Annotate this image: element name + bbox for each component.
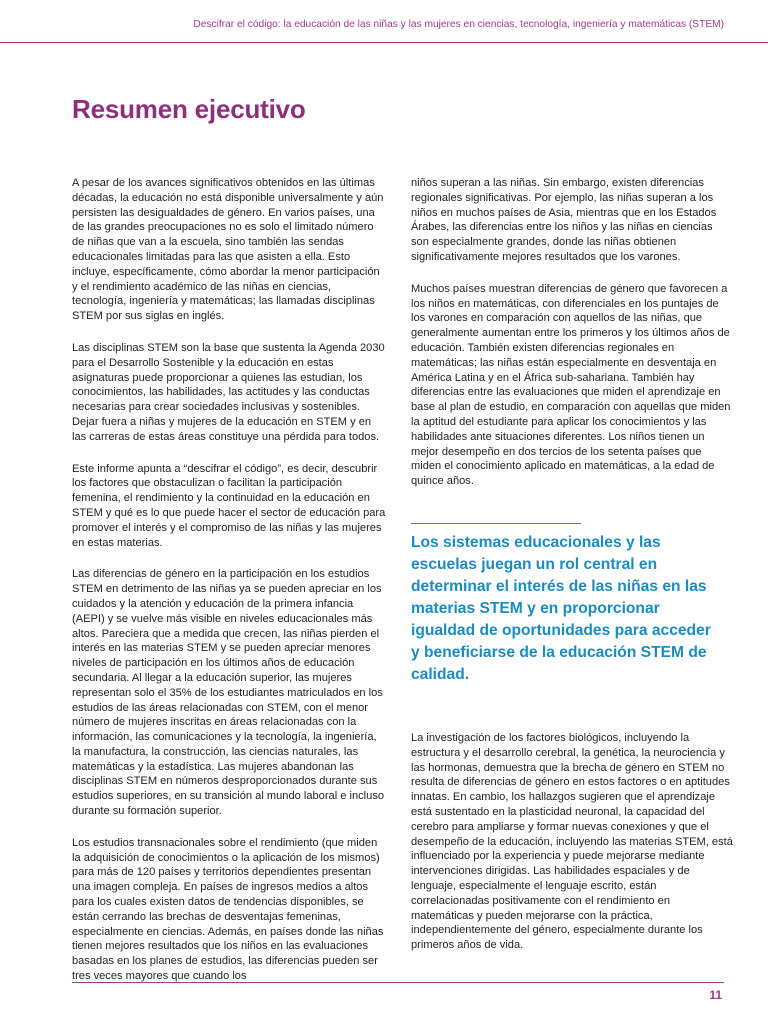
- body-paragraph: La investigación de los factores biológicos, incluyendo la estructura y el desarrollo cerebral, la genética, la neurociencia y las hormonas, demuestra que la brecha de género en STEM no resulta de diferencias de género en estos factores o en aptitudes innatas. En cambio, los hallazgos sugieren que el aprendizaje está sustentado en la plasticidad neuronal, la capacidad del cerebro para ampliarse y formar nuevas conexiones y que el desempeño de la educación, incluyendo las materias STEM, está influenciado por la experiencia y puede mejorarse mediante intervenciones dirigidas. Las habilidades espaciales y de lenguaje, especialmente el lenguaje escrito, están correlacionadas positivamente con el rendimiento en matemáticas y pueden mejorarse con la práctica, independientemente del género, especialmente durante los primeros años de vida.: [411, 732, 733, 952]
- body-paragraph: Las diferencias de género en la participación en los estudios STEM en detrimento de las niñas ya se pueden apreciar en los cuidados y la atención y educación de la primera infancia (AEPI) y se vuelve más visible en niveles educacionales más altos. Pareciera que a medida que crecen, las niñas pierden el interés en las materias STEM y se pueden apreciar menores niveles de participación en los últimos años de educación secundaria. Al llegar a la educación superior, las mujeres representan solo el 35% de los estudiantes matriculados en los estudios de las áreas relacionadas con STEM, con el menor número de mujeres inscritas en áreas relacionadas con la información, las comunicaciones y la tecnología, la ingeniería, la manufactura, la construcción, las ciencias naturales, las matemáticas y la estadística. Las mujeres abandonan las disciplinas STEM en números desproporcionados durante sus estudios superiores, en su transición al mundo laboral e incluso durante su formación superior.: [72, 568, 385, 818]
- running-header: Descifrar el código: la educación de las niñas y las mujeres en ciencias, tecnología, ingeniería y matemáticas (STEM): [193, 19, 724, 30]
- right-column: [411, 176, 733, 489]
- page-number: 11: [709, 988, 722, 1002]
- body-paragraph: A pesar de los avances significativos obtenidos en las últimas décadas, la educación no está disponible universalmente y aún persisten las desigualdades de género. En varios países, una de las grandes preocupaciones no es solo el limitado número de niñas que van a la escuela, sino también las sendas educacionales limitadas para las que asisten a ella. Esto incluye, específicamente, cómo abordar la menor participación y el rendimiento académico de las niñas en ciencias, tecnología, ingeniería y matemáticas; las llamadas disciplinas STEM por sus siglas en inglés.: [72, 177, 384, 323]
- body-paragraph: Las disciplinas STEM son la base que sustenta la Agenda 2030 para el Desarrollo Sostenible y la educación en estas asignaturas puede proporcionar a quienes las estudian, los conocimientos, las habilidades, las actitudes y las conductas necesarias para crear sociedades inclusivas y sostenibles. Dejar fuera a niñas y mujeres de la educación en STEM y en las carreras de estas áreas constituye una pérdida para todos.: [72, 341, 385, 443]
- body-paragraph: Los estudios transnacionales sobre el rendimiento (que miden la adquisición de conocimientos o la aplicación de los mismos) para más de 120 países y territorios dependientes presentan una imagen compleja. En países de ingresos medios a altos para los cuales existen datos de tendencias disponibles, se están cerrando las brechas de desventajas femeninas, especialmente en ciencias. Además, en países donde las niñas tienen mejores resultados que los niños en las evaluaciones basadas en los planes de estudios, las diferencias pueden ser tres veces mayores que cuando los: [72, 836, 384, 983]
- right-column-lower: [411, 731, 733, 953]
- pull-quote: Los sistemas educacionales y las escuelas juegan un rol central en determinar el interés de las niñas en las materias STEM y en proporcionar igualdad de oportunidades para acceder y beneficiarse de la educación STEM de calidad.: [411, 534, 711, 683]
- footer-divider: [72, 982, 724, 983]
- body-paragraph: Muchos países muestran diferencias de género que favorecen a los niños en matemáticas, con diferenciales en los puntajes de los varones en comparación con aquellos de las niñas, que generalmente aumentan entre los primeros y los últimos años de educación. También existen diferencias regionales en matemáticas; las niñas están especialmente en desventaja en América Latina y en el África sub-sahariana. También hay diferencias entre las evaluaciones que miden el aprendizaje en base al plan de estudio, en comparación con aquellas que miden la aptitud del estudiante para aplicar los conocimientos y las habilidades ante situaciones diferentes. Los niños tienen un mejor desempeño en dos tercios de los setenta países que miden el conocimiento aplicado en matemáticas, a la edad de quince años.: [411, 282, 731, 488]
- body-paragraph: niños superan a las niñas. Sin embargo, existen diferencias regionales significativas. Por ejemplo, las niñas superan a los niños en muchos países de Asia, mientras que en los Estados Árabes, las diferencias entre los niños y las niñas en ciencias son especialmente grandes, donde las niñas obtienen significativamente mejores resultados que los varones.: [411, 177, 717, 263]
- page-title: Resumen ejecutivo: [72, 94, 306, 124]
- left-column: [72, 176, 388, 1001]
- callout-divider: [411, 523, 581, 524]
- body-paragraph: Este informe apunta a “descifrar el código”, es decir, descubrir los factores que obstaculizan o facilitan la participación femenina, el rendimiento y la continuidad en la educación en STEM y qué es lo que puede hacer el sector de educación para promover el interés y el compromiso de las niñas y las mujeres en estas materias.: [72, 462, 386, 549]
- header-divider: [0, 42, 768, 43]
